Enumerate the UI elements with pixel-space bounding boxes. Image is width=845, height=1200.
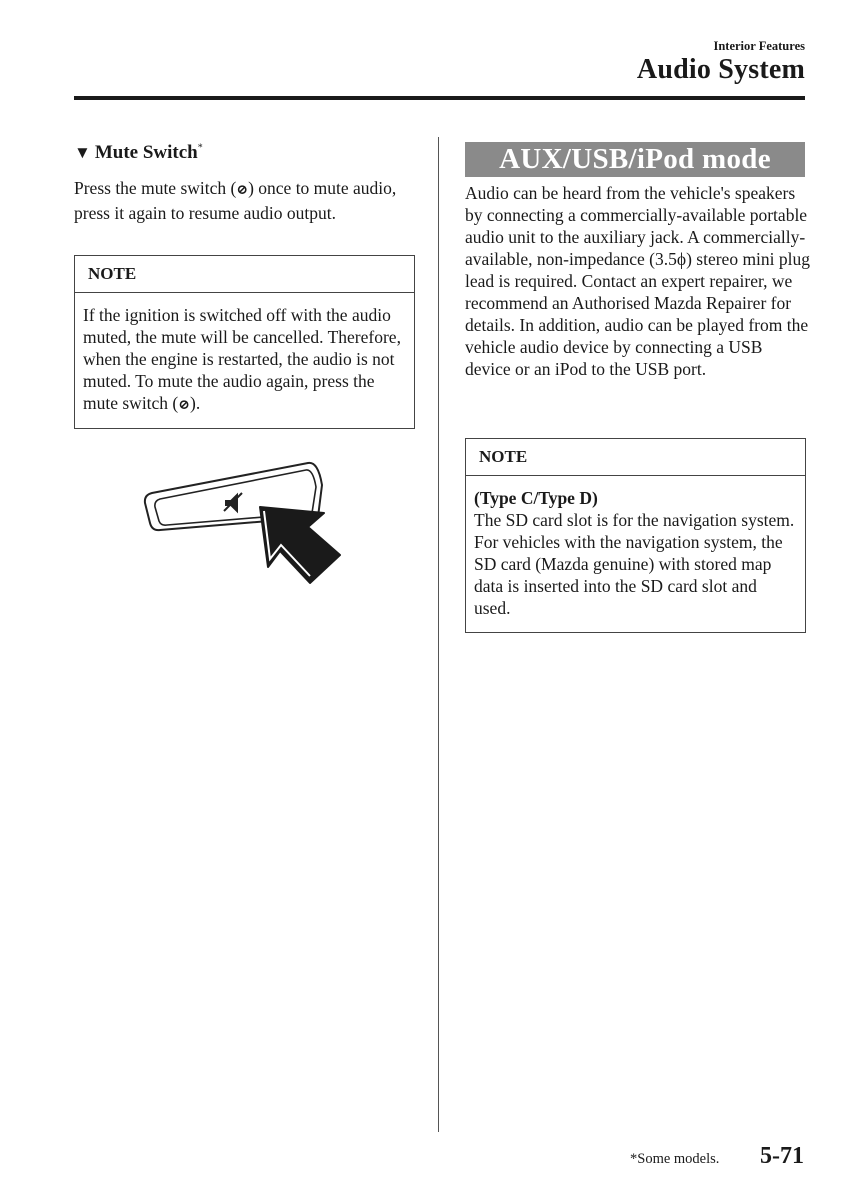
note-subheading: (Type C/Type D) [474,488,598,508]
note-text: ). [190,393,201,413]
para-text: ) once to mute audio, press it again to resume audio output. [74,178,397,223]
aux-paragraph [465,182,810,380]
press-arrow-icon [260,507,340,583]
note-text: The SD card slot is for the navigation system. For vehicles with the navigation system, the SD card (Mazda genuine) with stored map data is inserted into the SD card slot and used. [474,510,795,618]
triangle-marker-icon: ▼ [74,143,91,162]
note-label: NOTE [75,256,414,293]
header-section-label: Interior Features [713,39,805,53]
para-text: Audio can be heard from the vehicle's speakers by connecting a commercially-available portable audio unit to the auxiliary jack. A commercially-available, non-impedance (3.5 [465,183,808,269]
note-body [75,293,414,425]
footnote: *Some models. [630,1151,720,1167]
note-body [466,476,805,627]
note-label: NOTE [466,439,805,476]
column-divider [438,137,439,1132]
mute-switch-heading [74,142,203,164]
phi-symbol: ϕ [676,249,687,269]
mute-icon: ⊘ [236,183,249,198]
para-text: ) stereo mini plug lead is required. Contact an expert repairer, we recommend an Authorised Mazda Repairer for details. In addition, audio can be played from the vehicle audio device by connecting a USB device or an iPod to the USB port. [465,249,811,379]
header-rule [74,96,805,100]
mute-switch-illustration [140,455,360,590]
heading-text: Mute Switch [94,142,198,163]
mute-icon: ⊘ [178,398,190,413]
page-number: 5-71 [760,1143,804,1169]
aux-usb-ipod-banner: AUX/USB/iPod mode [465,142,805,177]
page-title: Audio System [636,54,805,85]
asterisk-mark: * [197,142,203,154]
para-text: Press the mute switch ( [74,178,237,198]
note-text: If the ignition is switched off with the audio muted, the mute will be cancelled. Therefore, when the engine is restarted, the audio is not muted. To mute the audio again, press the mute switch ( [83,305,401,413]
note-box-mute [74,255,415,429]
note-box-sd-card [465,438,806,633]
mute-switch-paragraph [74,177,414,224]
